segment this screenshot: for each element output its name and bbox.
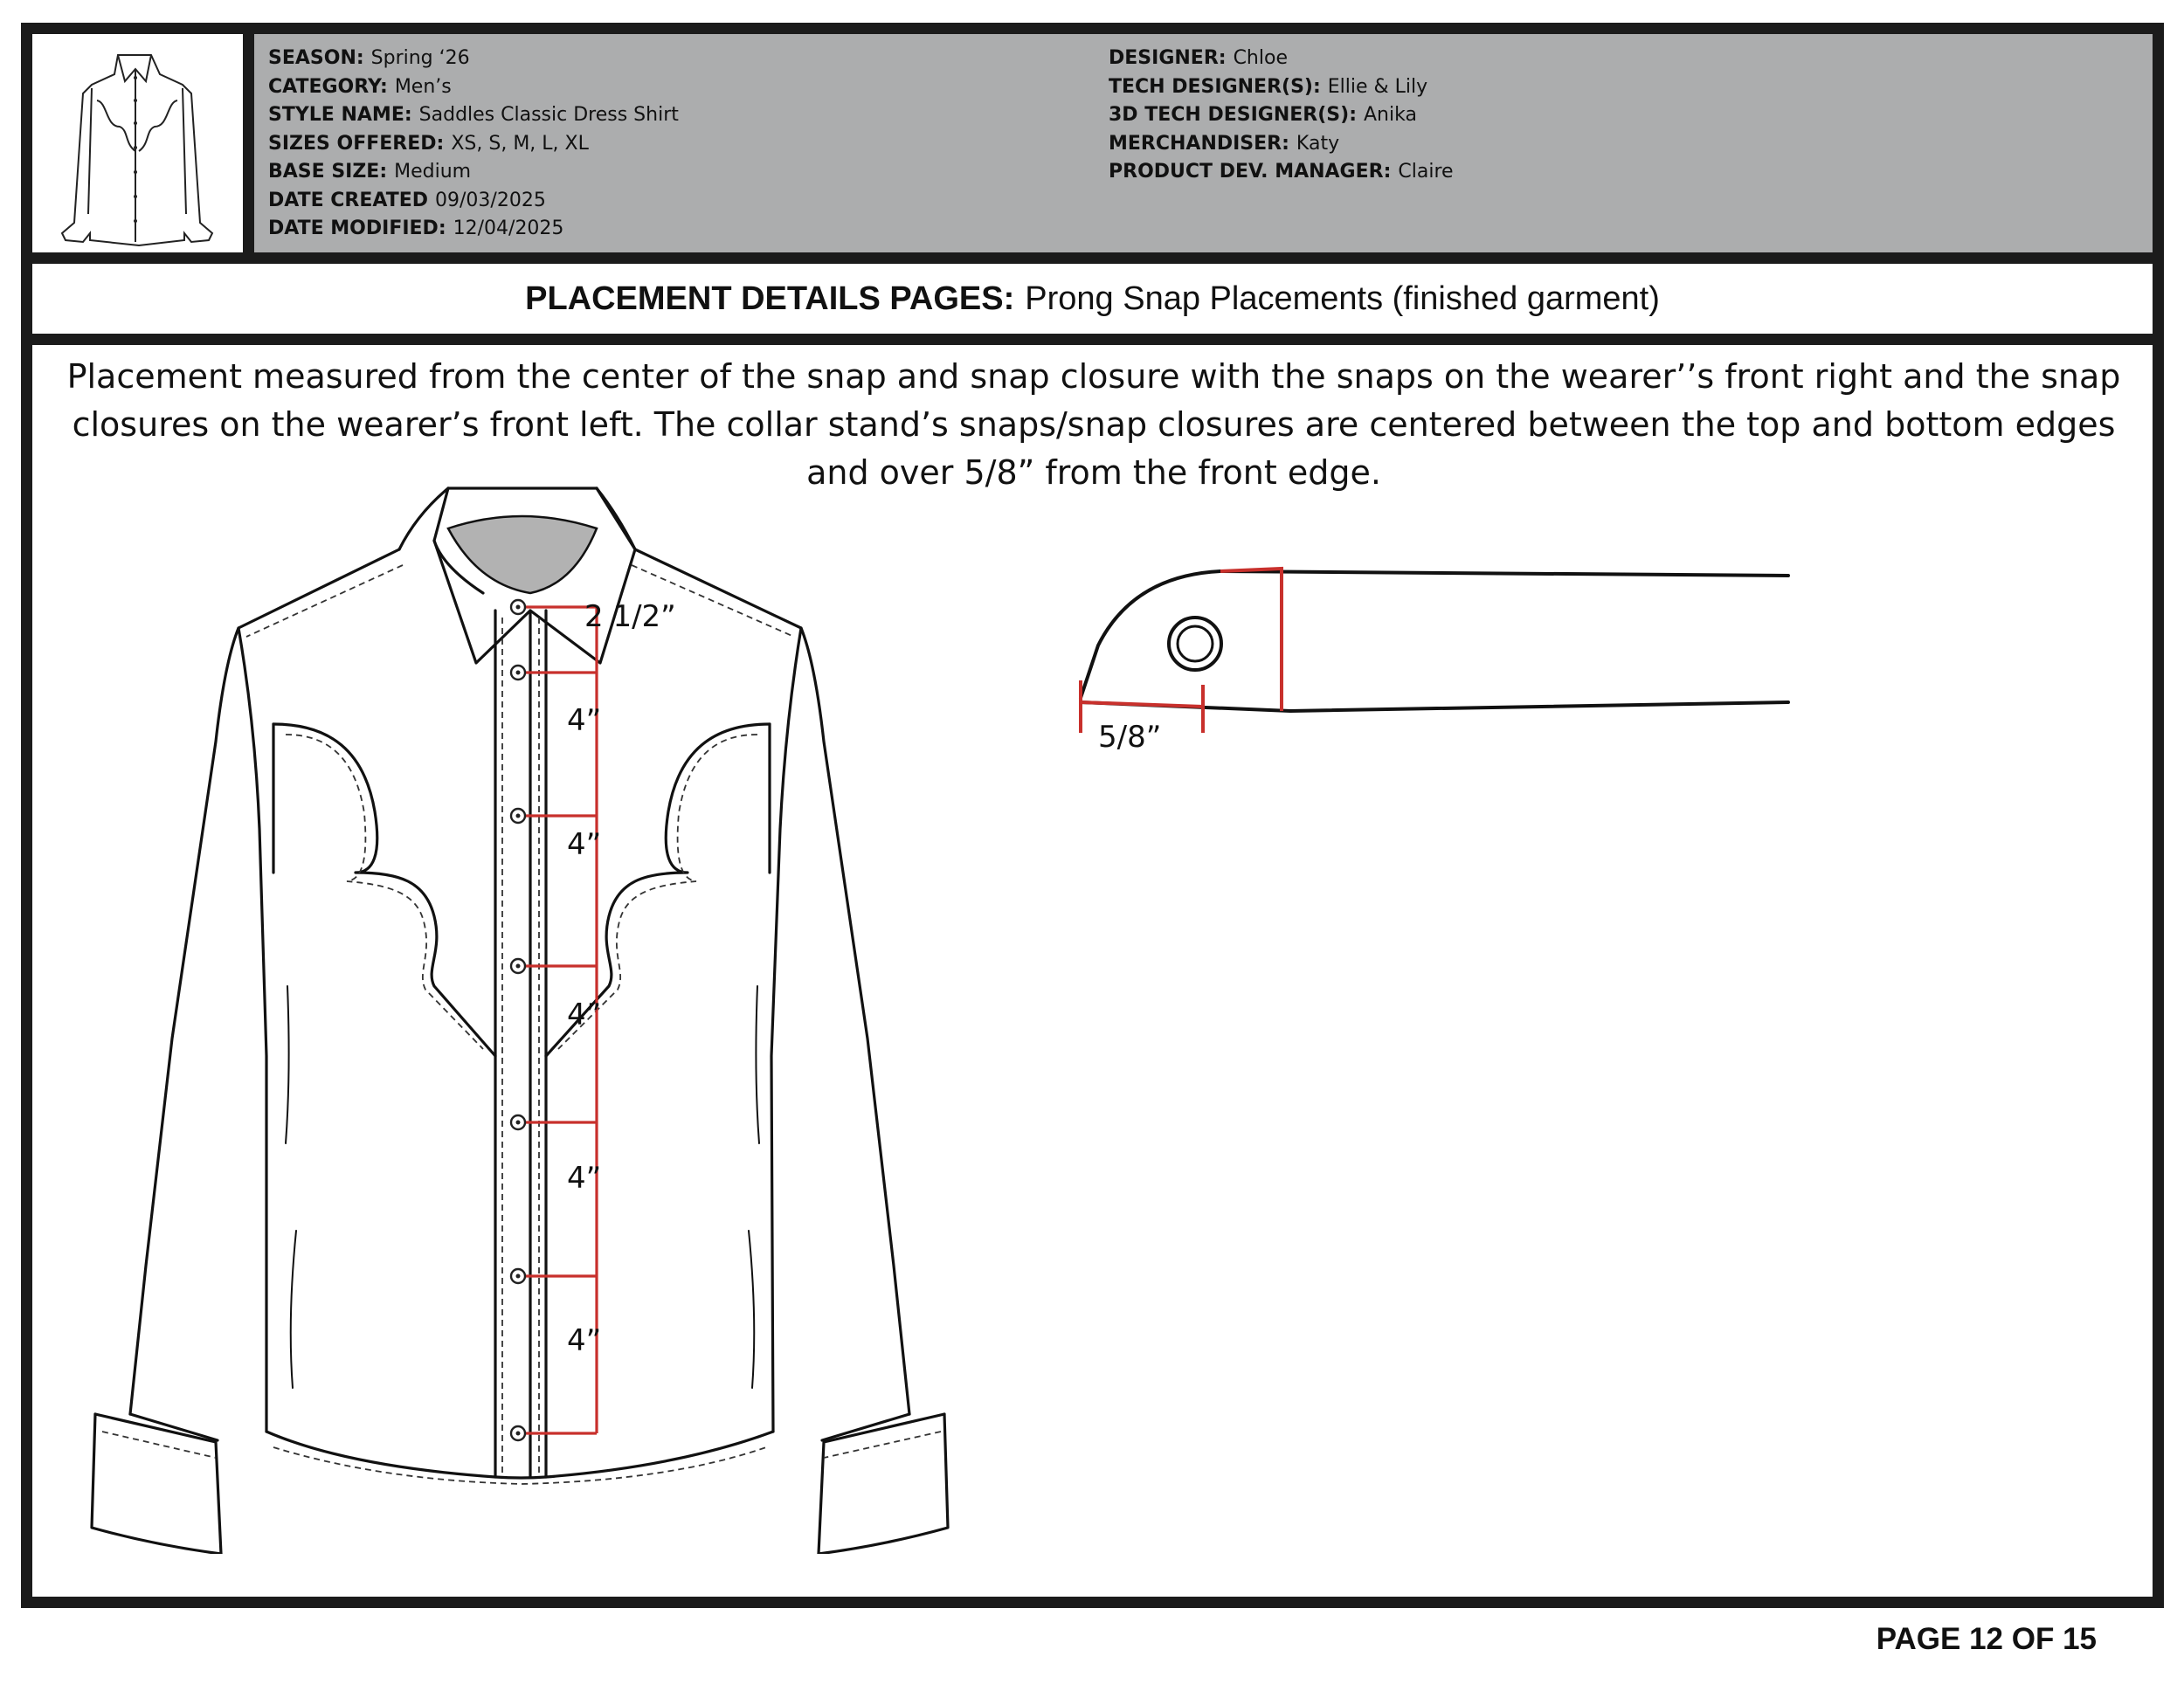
tech-3d-designers-label: 3D TECH DESIGNER(S): [1109, 104, 1357, 126]
tech-designers-value: Ellie & Lily [1327, 75, 1428, 98]
section-title-rest: Prong Snap Placements (finished garment) [1025, 280, 1660, 317]
product-dev-manager-row [1109, 158, 1454, 187]
date-modified-value: 12/04/2025 [453, 217, 564, 239]
meta-left-column [268, 45, 679, 244]
merchandiser-value: Katy [1296, 132, 1340, 155]
designer-label: DESIGNER: [1109, 47, 1227, 69]
product-dev-manager-value: Claire [1398, 161, 1454, 183]
measure-spacing-5: 4” [567, 1323, 602, 1358]
sizes-value: XS, S, M, L, XL [451, 132, 589, 155]
season-value: Spring ‘26 [370, 47, 470, 69]
style-name-row [268, 101, 679, 130]
base-size-value: Medium [394, 161, 472, 183]
spec-header [32, 34, 2153, 264]
tech-3d-designers-value: Anika [1364, 104, 1417, 126]
season-label: SEASON: [268, 47, 364, 69]
shirt-flat-sketch [67, 462, 1011, 1554]
base-size-row [268, 158, 679, 187]
date-created-label: DATE CREATED [268, 189, 429, 211]
date-created-value: 09/03/2025 [435, 189, 546, 211]
spec-sheet-frame [21, 23, 2164, 1608]
designer-value: Chloe [1233, 47, 1288, 69]
tech-designers-label: TECH DESIGNER(S): [1109, 75, 1321, 98]
style-name-label: STYLE NAME: [268, 104, 412, 126]
shirt-thumbnail-icon [38, 39, 237, 247]
merchandiser-row [1109, 130, 1454, 159]
sizes-label: SIZES OFFERED: [268, 132, 445, 155]
season-row [268, 45, 679, 73]
tech-designers-row [1109, 73, 1454, 102]
category-label: CATEGORY: [268, 75, 388, 98]
category-row [268, 73, 679, 102]
product-dev-manager-label: PRODUCT DEV. MANAGER: [1109, 161, 1392, 183]
measure-spacing-4: 4” [567, 1161, 602, 1196]
designer-row [1109, 45, 1454, 73]
page-number: PAGE 12 OF 15 [1876, 1622, 2097, 1656]
style-name-value: Saddles Classic Dress Shirt [418, 104, 679, 126]
date-created-row [268, 187, 679, 216]
measure-spacing-1: 4” [567, 703, 602, 738]
measure-collar-to-first: 2 1/2” [584, 599, 676, 634]
date-modified-label: DATE MODIFIED: [268, 217, 446, 239]
measure-spacing-3: 4” [567, 997, 602, 1032]
date-modified-row [268, 215, 679, 244]
sizes-row [268, 130, 679, 159]
shirt-thumbnail [32, 34, 254, 252]
section-title-bar [32, 264, 2153, 345]
base-size-label: BASE SIZE: [268, 161, 388, 183]
placement-description: Placement measured from the center of the snap and snap closure with the snaps on the wearer’’s front right and the snap closures on the wearer’s front left. The collar stand’s snaps/snap closures are centered between the top and bottom edges and over 5/8” from the front edge. [66, 357, 2121, 492]
category-value: Men’s [394, 75, 452, 98]
measure-spacing-2: 4” [567, 827, 602, 862]
collar-stand-detail [1063, 541, 1814, 759]
meta-right-column [1109, 45, 1454, 187]
tech-3d-designers-row [1109, 101, 1454, 130]
section-title-bold: PLACEMENT DETAILS PAGES: [525, 280, 1015, 317]
merchandiser-label: MERCHANDISER: [1109, 132, 1289, 155]
measure-collar-stand-offset: 5/8” [1098, 720, 1162, 755]
